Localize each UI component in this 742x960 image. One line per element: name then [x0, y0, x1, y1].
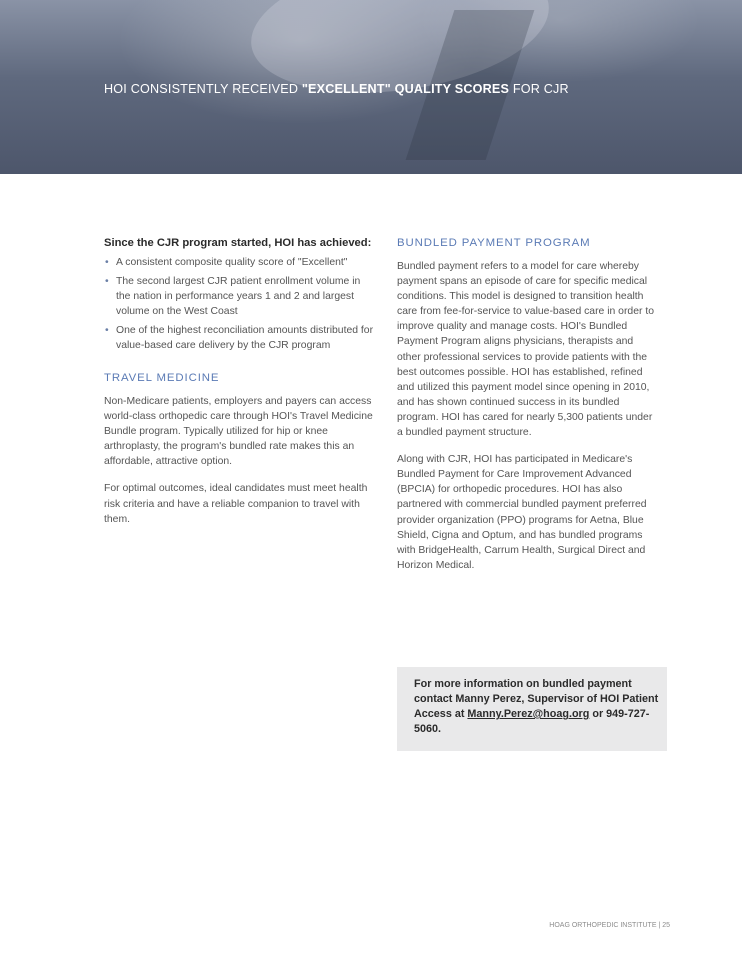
bundled-payment-heading: BUNDLED PAYMENT PROGRAM: [397, 237, 591, 249]
page-footer: HOAG ORTHOPEDIC INSTITUTE | 25: [549, 922, 670, 929]
contact-callout-box: [397, 667, 667, 751]
travel-paragraph: Non-Medicare patients, employers and payers can access world-class orthopedic care through HOI's Travel Medicine Bundle program. Typically utilized for hip or knee arthroplasty, the program's bundled rate makes this an affordable, attractive option.: [104, 396, 373, 468]
cjr-achievements-list: [104, 255, 376, 353]
bundled-paragraph: Along with CJR, HOI has participated in Medicare's Bundled Payment for Care Improvement Advanced (BPCIA) for orthopedic procedures. HOI has also partnered with commercial bundled payment preferred provider organization (PPO) programs for Aetna, Blue Shield, Cigna and Optum, and has bundled programs with BridgeHealth, Carrum Health, Surgical Direct and Horizon Medical.: [397, 454, 647, 571]
header-banner: [0, 0, 742, 174]
list-item: • The second largest CJR patient enrollment volume in the nation in performance years 1 and 2 and largest volume on the West Coast: [104, 274, 376, 319]
cjr-lead: Since the CJR program started, HOI has achieved:: [104, 237, 372, 249]
contact-email-link[interactable]: Manny.Perez@hoag.org: [467, 708, 590, 720]
right-column: [397, 236, 659, 585]
contact-callout-text: For more information on bundled payment contact Manny Perez, Supervisor of HOI Patient Access at Manny.Perez@hoag.org or 949-727-5060.: [414, 678, 659, 735]
banner-title: HOI CONSISTENTLY RECEIVED "EXCELLENT" QUALITY SCORES FOR CJR: [104, 82, 569, 96]
list-item: • One of the highest reconciliation amounts distributed for value-based care delivery by the CJR program: [104, 323, 376, 353]
banner-title-bold: "EXCELLENT" QUALITY SCORES: [301, 82, 510, 96]
list-item: • A consistent composite quality score of "Excellent": [104, 255, 376, 270]
left-column: [104, 236, 376, 539]
travel-paragraph: For optimal outcomes, ideal candidates must meet health risk criteria and have a reliable companion to travel with them.: [104, 483, 368, 525]
bundled-paragraph: Bundled payment refers to a model for care whereby payment spans an episode of care for specific medical conditions. This model is designed to transition health care from fee-for-service to value-based care in order to improve quality and manage costs. HOI's Bundled Payment Program aligns physicians, therapists and other professional services to provide patients with the best outcomes possible. HOI has established, refined and utilized this payment model since opening in 2010, and has shown continued success in its bundled program. HOI has cared for nearly 5,300 patients under a bundled payment structure.: [397, 261, 654, 439]
travel-medicine-heading: TRAVEL MEDICINE: [104, 372, 220, 384]
